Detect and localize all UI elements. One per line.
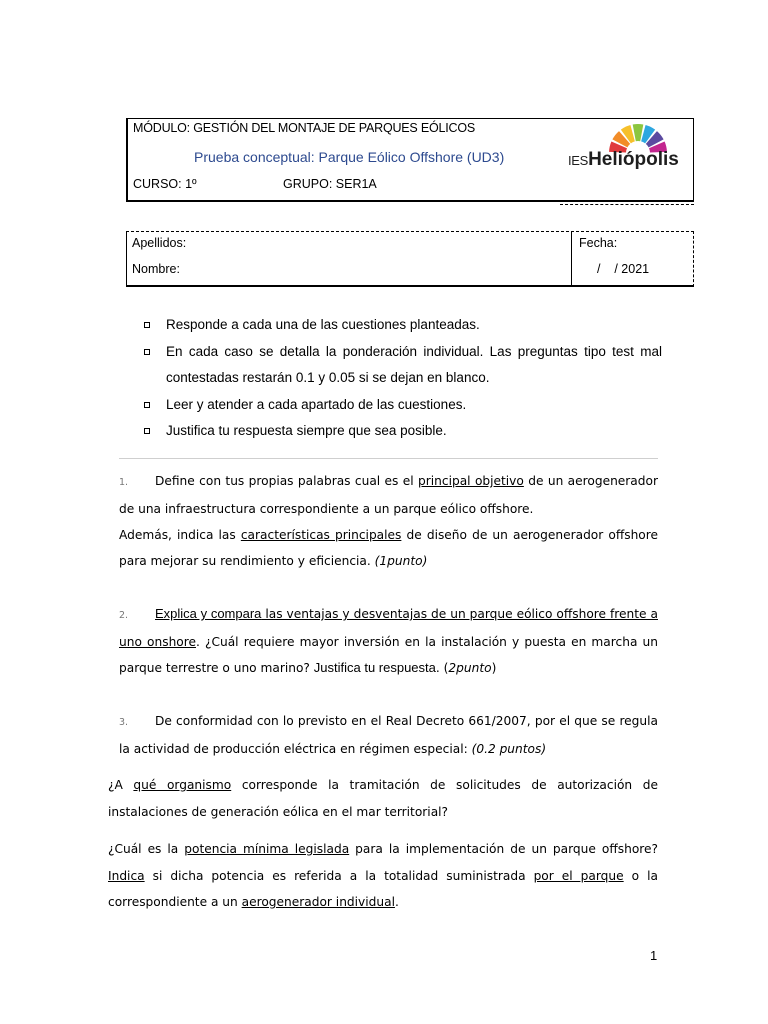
square-bullet-icon <box>144 428 150 434</box>
test-title: Prueba conceptual: Parque Eólico Offshore (UD3) <box>194 149 505 165</box>
question-points: (0.2 puntos) <box>471 742 547 756</box>
list-item: Leer y atender a cada apartado de las cuestiones. <box>142 392 662 419</box>
divider <box>571 232 572 286</box>
logo-prefix: IES <box>568 153 589 168</box>
course-label: CURSO: 1º <box>133 177 197 191</box>
list-item: Responde a cada una de las cuestiones planteadas. <box>142 312 662 339</box>
logo-name: Heliópolis <box>588 149 679 170</box>
list-item: En cada caso se detalla la ponderación individual. Las preguntas tipo test mal contestadas restarán 0.1 y 0.05 si se dejan en blanco. <box>142 339 662 392</box>
sub-question-2: ¿Cuál es la potencia mínima legislada para la implementación de un parque offshore? Indica si dicha potencia es referida a la totalidad suministrada por el parque o la correspondiente a un aerogenerador individual. <box>108 842 659 909</box>
header-box <box>126 118 694 202</box>
square-bullet-icon <box>144 402 150 408</box>
group-label: GRUPO: SER1A <box>283 177 377 191</box>
school-logo-text <box>568 149 679 171</box>
square-bullet-icon <box>144 322 150 328</box>
question-number: 1. <box>119 477 129 488</box>
surname-field[interactable]: Apellidos: <box>132 236 187 250</box>
divider <box>119 458 658 459</box>
square-bullet-icon <box>144 349 150 355</box>
name-field[interactable]: Nombre: <box>132 262 180 276</box>
instructions-list <box>142 312 662 445</box>
question-number: 3. <box>119 717 129 728</box>
date-field[interactable]: / / 2021 <box>597 262 650 276</box>
question-points: 2punto <box>448 661 492 675</box>
page-number: 1 <box>650 948 658 963</box>
question-points: (1punto) <box>374 554 428 568</box>
list-item: Justifica tu respuesta siempre que sea posible. <box>142 418 662 445</box>
date-label: Fecha: <box>579 236 618 250</box>
question-1: 1. Define con tus propias palabras cual es el principal objetivo de un aerogenerador de una infraestructura correspondiente a un parque eólico offshore. Además, indica las características principales de diseño de un aerogenerador offshore para mejorar su rendimiento y eficiencia. (1punto) <box>119 468 658 574</box>
question-3: 3. De conformidad con lo previsto en el Real Decreto 661/2007, por el que se regula la actividad de producción eléctrica en régimen especial: (0.2 puntos) <box>119 708 658 762</box>
divider <box>560 204 694 205</box>
module-title: MÓDULO: GESTIÓN DEL MONTAJE DE PARQUES EÓLICOS <box>133 121 476 135</box>
question-2: 2. Explica y compara las ventajas y desventajas de un parque eólico offshore frente a uno onshore. ¿Cuál requiere mayor inversión en la instalación y puesta en marcha un parque terrestre o uno marino? Justifica tu respuesta. (2punto) <box>119 601 658 681</box>
question-number: 2. <box>119 610 129 621</box>
logo-segment <box>633 124 644 141</box>
sub-question-1: ¿A qué organismo corresponde la tramitación de solicitudes de autorización de instalaciones de generación eólica en el mar territorial? <box>108 778 658 819</box>
student-info-box <box>126 231 694 287</box>
